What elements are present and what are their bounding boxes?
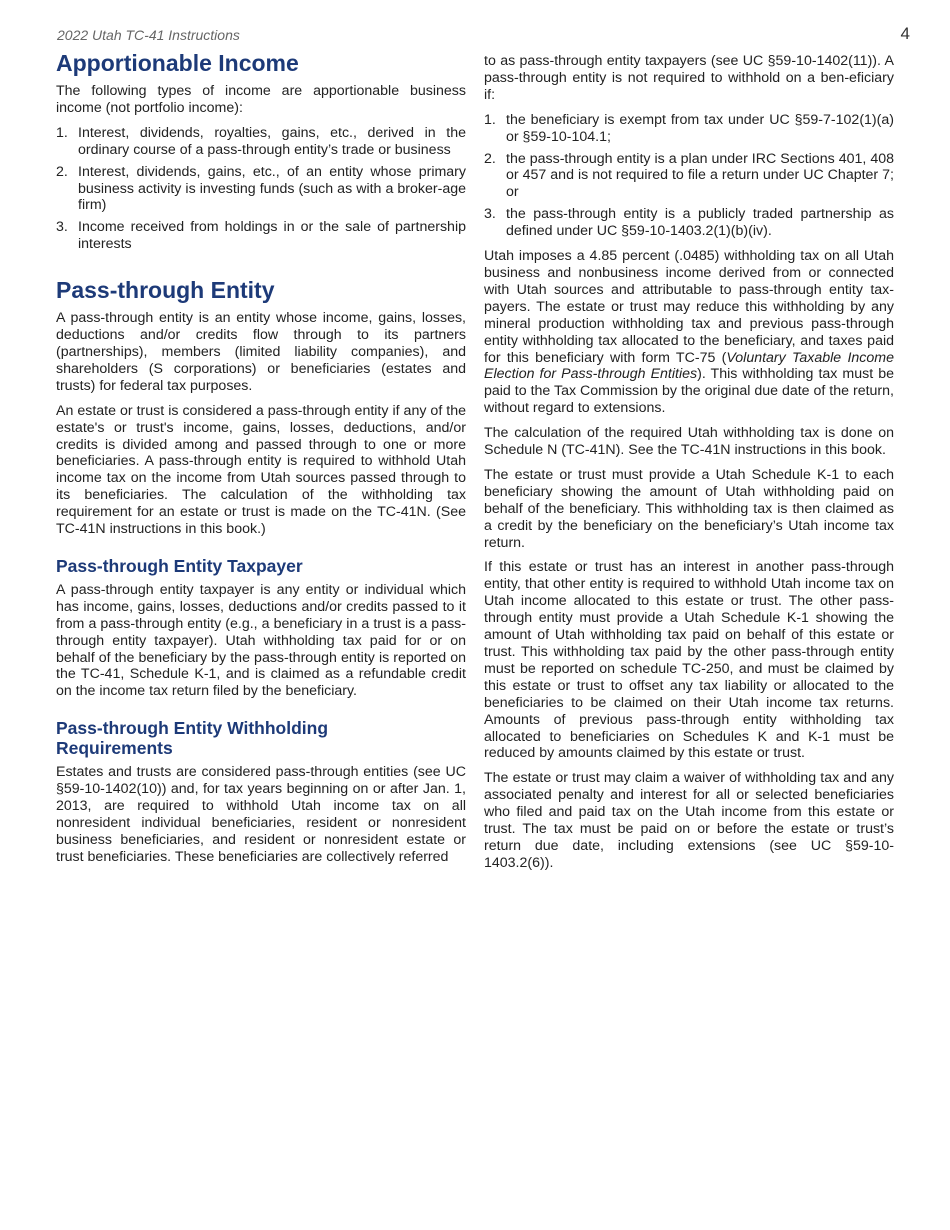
list-number: 1. [484,111,496,128]
heading-pass-through-entity: Pass-through Entity [56,277,275,304]
running-header: 2022 Utah TC-41 Instructions [57,27,240,43]
rate-text-a: Utah imposes a 4.85 percent (.0485) withholding tax on all Utah business and nonbusiness income derived from or connected with Utah sources and attributable to pass-through entity tax-payers. The estate or trust may reduce this withholding by any mineral production withholding tax and previous pass-through entity withholding tax allocated to the beneficiary, and taxes paid for this beneficiary with form TC-75 ( [484,248,894,366]
heading-withholding-requirements: Pass-through Entity Withholding Requirements [56,718,329,759]
list-item [484,206,894,240]
withholding-paragraph: The estate or trust may claim a waiver of withholding tax and any associated penalty and interest for all or selected beneficiaries who filed and paid tax on the Utah income from this estate or trust. The tax must be paid on or before the estate or trust’s return due date, including extensions (see UC §59-10-1403.2(6)). [484,770,894,871]
list-item [484,112,894,146]
page-number: 4 [900,24,910,43]
withholding-paragraph: Estates and trusts are considered pass-through entities (see UC §59-10-1402(10)) and, for tax years beginning on or after Jan. 1, 2013, are required to withhold Utah income tax on all nonresident individual beneficiaries, resident or nonresident business beneficiaries, and resident or nonresident estate or trust beneficiaries. These beneficiaries are collectively referred [56,764,466,865]
list-number: 3. [484,206,496,223]
list-text: Interest, dividends, royalties, gains, etc., derived in the ordinary course of a pass-through entity’s trade or business [78,124,466,158]
withholding-exemption-list [484,112,894,240]
list-number: 3. [56,219,68,236]
list-text: the pass-through entity is a publicly traded partnership as defined under UC §59-10-1403.2(1)(b)(iv). [506,206,894,240]
taxpayer-paragraph: A pass-through entity taxpayer is any entity or individual which has income, gains, losses, deductions and/or credits passed to it from a pass-through entity (e.g., a beneficiary in a trust is a pass-through entity taxpayer). Utah withholding tax paid for or on behalf of the beneficiary by the pass-through entity is reported on the TC-41, Schedule K-1, and is claimed as a refundable credit on the income tax return filed by the beneficiary. [56,581,466,700]
withholding-paragraph: If this estate or trust has an interest in another pass-through entity, that other entity is required to withhold Utah income tax on Utah income allocated to this estate or trust. The other pass-through entity must provide a Utah Schedule K-1 showing the amount of Utah withholding tax paid on behalf of this estate or trust. This withholding tax paid by the other pass-through entity must be reported on schedule TC-250, and must be claimed by this estate or trust to offset any tax liability or allocated to the beneficiaries to be claimed on their Utah income tax returns. Amounts of previous pass-through entity withholding tax allocated to beneficiaries on Schedules K and K-1 must be reduced by amounts claimed by this estate or trust. [484,559,894,762]
apportionable-intro: The following types of income are apportionable business income (not portfolio income): [56,83,466,116]
list-number: 1. [56,124,68,141]
apportionable-list [56,125,466,253]
withholding-paragraph: The estate or trust must provide a Utah Schedule K-1 to each beneficiary showing the amount of Utah withholding paid on behalf of the beneficiary. This withholding tax is then claimed as a credit by the beneficiary on the beneficiary’s Utah income tax return. [484,466,894,551]
list-item [56,219,466,253]
right-column [484,53,894,880]
form-title: Voluntary Taxable Income Election for Pass-through Entities [484,349,894,383]
withholding-rate-paragraph [484,248,894,417]
withholding-paragraph: The calculation of the required Utah withholding tax is done on Schedule N (TC-41N). See the TC-41N instructions in this book. [484,425,894,459]
rate-text-b: ). This withholding tax must be paid to the Tax Commission by the original due date of the return, without regard to extensions. [484,366,894,417]
heading-pass-through-entity-taxpayer: Pass-through Entity Taxpayer [56,555,303,576]
list-item [484,151,894,202]
list-text: Interest, dividends, gains, etc., of an entity whose primary business activity is investing funds (such as with a broker-age firm) [78,163,466,214]
list-number: 2. [56,163,68,180]
pte-paragraph: An estate or trust is considered a pass-through entity if any of the estate's or trust's income, gains, losses, deductions, and/or credits is divided among and passed through to one or more beneficiaries. A pass-through entity is required to withhold Utah income tax on the income from Utah sources passed through to its beneficiaries. The calculation of the withholding tax requirement for an estate or trust is made on the TC-41N. (See TC-41N instructions in this book.) [56,402,466,538]
left-column [56,50,466,874]
list-number: 2. [484,150,496,167]
list-text: the beneficiary is exempt from tax under UC §59-7-102(1)(a) or §59-10-104.1; [506,111,894,145]
heading-apportionable-income: Apportionable Income [56,50,299,76]
pte-paragraph: A pass-through entity is an entity whose income, gains, losses, deductions and/or credits flow through to its partners (partnerships), members (limited liability companies), and shareholders (S corporations) or beneficiaries (estates and trusts) for federal tax purposes. [56,310,466,394]
list-text: the pass-through entity is a plan under IRC Sections 401, 408 or 457 and is not required to file a return under UC Chapter 7; or [506,150,894,201]
withholding-paragraph: to as pass-through entity taxpayers (see UC §59-10-1402(11)). A pass-through entity is not required to withhold on a ben-eficiary if: [484,53,894,103]
list-item [56,164,466,215]
list-item [56,125,466,159]
list-text: Income received from holdings in or the sale of partnership interests [78,219,466,253]
